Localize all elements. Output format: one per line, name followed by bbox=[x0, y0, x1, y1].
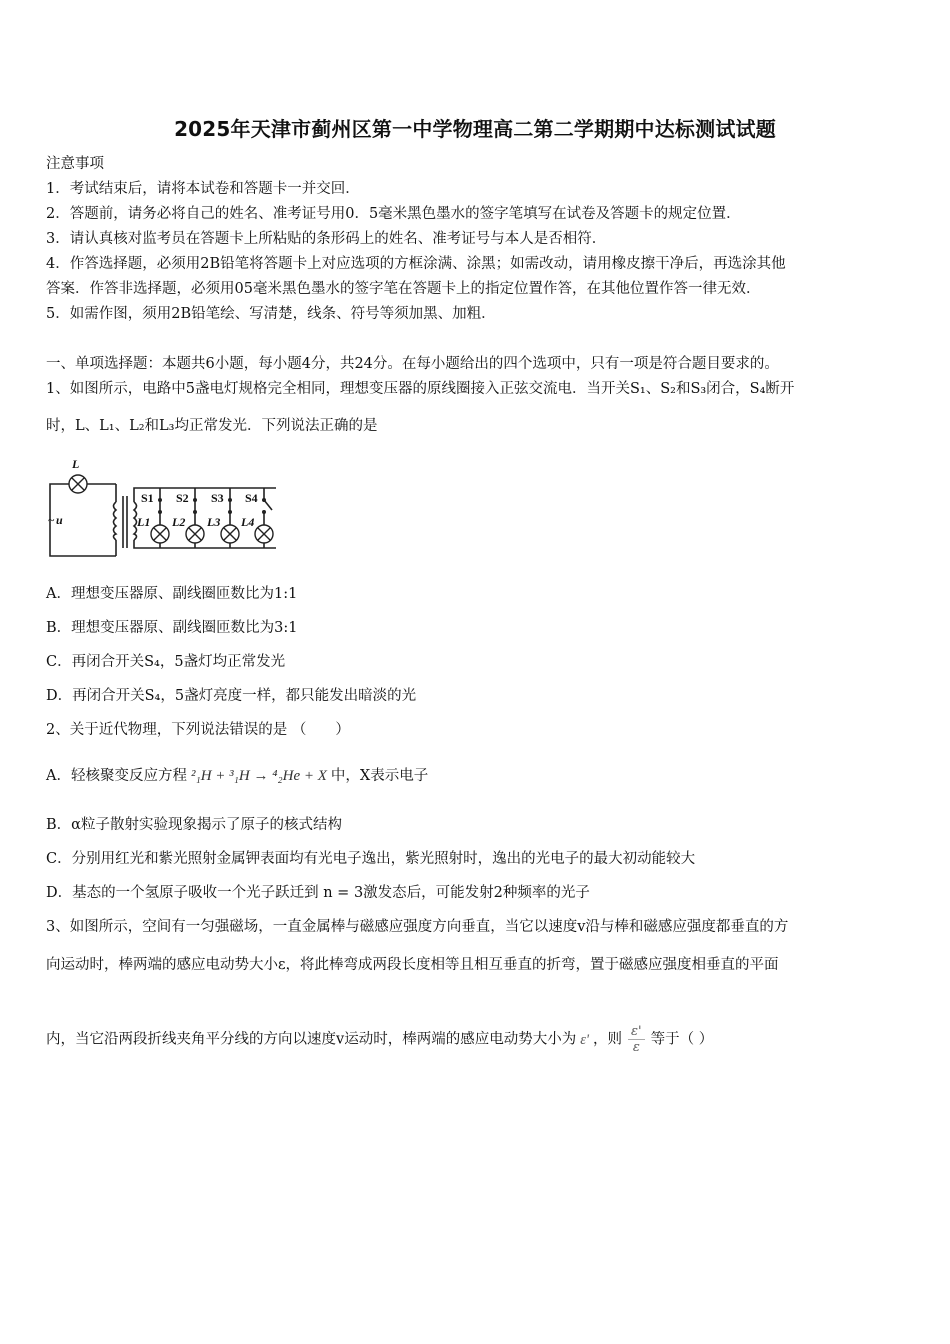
label-L3: L3 bbox=[207, 515, 221, 529]
lamp-L1 bbox=[151, 525, 169, 543]
q3-stem-line3 bbox=[46, 1024, 713, 1055]
notice-item: 1．考试结束后，请将本试卷和答题卡一并交回． bbox=[46, 181, 360, 197]
label-S3: S3 bbox=[211, 491, 224, 505]
q2-stem: 2、关于近代物理，下列说法错误的是 （ ） bbox=[46, 722, 350, 738]
emf-ratio-fraction bbox=[628, 1024, 645, 1055]
notice-item: 4．作答选择题，必须用2B铅笔将答题卡上对应选项的方框涂满、涂黑；如需改动，请用橡皮擦干净后，再选涂其他 bbox=[46, 256, 786, 272]
label-S1: S1 bbox=[141, 491, 154, 505]
q2-option-b: B．α粒子散射实验现象揭示了原子的核式结构 bbox=[46, 817, 342, 833]
q3-stem-line2: 向运动时，棒两端的感应电动势大小ε，将此棒弯成两段长度相等且相互垂直的折弯，置于磁感应强度相垂直的平面 bbox=[46, 957, 779, 973]
notice-item: 5．如需作图，须用2B铅笔绘、写清楚，线条、符号等须加黑、加粗． bbox=[46, 306, 496, 322]
q2-option-a-suffix: 中，X表示电子 bbox=[330, 768, 429, 784]
lamp-L3 bbox=[221, 525, 239, 543]
q3-stem-line1: 3、如图所示，空间有一匀强磁场，一直金属棒与磁感应强度方向垂直，当它以速度v沿与棒和磁感应强度都垂直的方 bbox=[46, 919, 789, 935]
emf-prime: ε' bbox=[580, 1031, 590, 1048]
fusion-equation: ²₁H + ³₁H → ⁴₂He + X bbox=[190, 767, 327, 784]
q2-option-c: C．分别用红光和紫光照射金属钾表面均有光电子逸出，紫光照射时，逸出的光电子的最大初动能较大 bbox=[46, 851, 696, 867]
fraction-numerator: ε' bbox=[628, 1024, 645, 1040]
section-heading: 一、单项选择题：本题共6小题，每小题4分，共24分。在每小题给出的四个选项中，只有一项是符合题目要求的。 bbox=[46, 356, 779, 372]
q1-stem-line2: 时，L、L₁、L₂和L₃均正常发光．下列说法正确的是 bbox=[46, 418, 378, 434]
lamp-L4 bbox=[255, 525, 273, 543]
label-source-u: u bbox=[56, 513, 63, 527]
fraction-denominator: ε bbox=[632, 1040, 640, 1055]
q1-option-c: C．再闭合开关S₄，5盏灯均正常发光 bbox=[46, 654, 286, 670]
notice-item: 2．答题前，请务必将自己的姓名、准考证号用0．5毫米黑色墨水的签字笔填写在试卷及答题卡的规定位置． bbox=[46, 206, 741, 222]
label-L4: L4 bbox=[241, 515, 255, 529]
label-S4: S4 bbox=[245, 491, 258, 505]
q3-line3-mid: ，则 bbox=[593, 1031, 623, 1048]
q1-option-a: A．理想变压器原、副线圈匝数比为1:1 bbox=[46, 586, 298, 602]
q1-option-b: B．理想变压器原、副线圈匝数比为3:1 bbox=[46, 620, 298, 636]
notice-item: 答案．作答非选择题，必须用05毫米黑色墨水的签字笔在答题卡上的指定位置作答，在其他位置作答一律无效． bbox=[46, 281, 761, 297]
label-L2: L2 bbox=[172, 515, 186, 529]
label-L1: L1 bbox=[137, 515, 151, 529]
notice-heading: 注意事项 bbox=[46, 156, 104, 172]
lamp-L2 bbox=[186, 525, 204, 543]
q2-option-a-prefix: A．轻核聚变反应方程 bbox=[46, 768, 187, 784]
circuit-diagram bbox=[44, 452, 284, 564]
q1-stem-line1: 1、如图所示，电路中5盏电灯规格完全相同，理想变压器的原线圈接入正弦交流电．当开关S₁、S₂和S₃闭合，S₄断开 bbox=[46, 381, 795, 397]
notice-item: 3．请认真核对监考员在答题卡上所粘贴的条形码上的姓名、准考证号与本人是否相符． bbox=[46, 231, 607, 247]
ac-source-symbol: ~ bbox=[48, 513, 55, 527]
q3-line3-suffix: 等于（ ） bbox=[650, 1031, 714, 1048]
q2-option-d: D．基态的一个氢原子吸收一个光子跃迁到 n = 3激发态后，可能发射2种频率的光子 bbox=[46, 885, 590, 901]
label-lamp-L: L bbox=[72, 457, 80, 471]
label-S2: S2 bbox=[176, 491, 189, 505]
lamp-L bbox=[69, 475, 87, 493]
q1-option-d: D．再闭合开关S₄，5盏灯亮度一样，都只能发出暗淡的光 bbox=[46, 688, 417, 704]
q3-line3-prefix: 内，当它沿两段折线夹角平分线的方向以速度v运动时，棒两端的感应电动势大小为 bbox=[46, 1031, 577, 1048]
q2-option-a bbox=[46, 764, 428, 785]
page-title: 2025年天津市蓟州区第一中学物理高二第二学期期中达标测试试题 bbox=[174, 117, 776, 141]
